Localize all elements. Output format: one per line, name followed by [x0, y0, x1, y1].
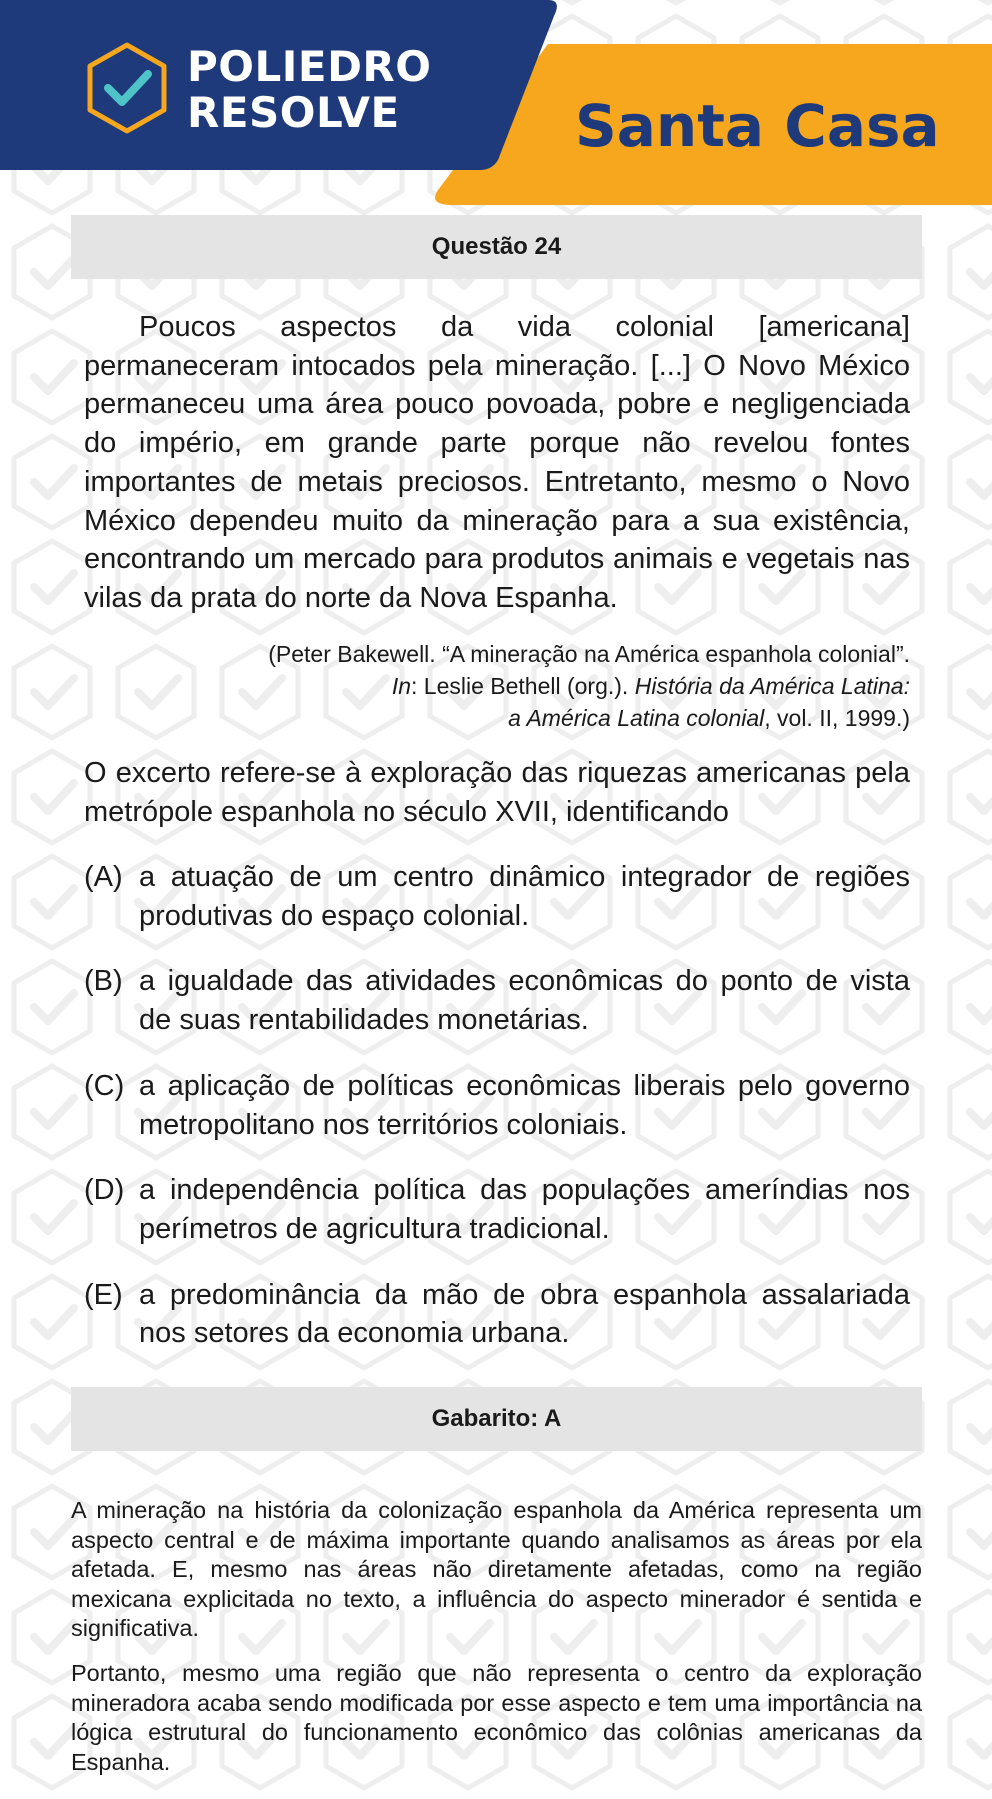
brand-logo-text: [187, 44, 431, 136]
passage-body: Poucos aspectos da vida colonial [americana] permaneceram intocados pela mineração. [...] O Novo México permaneceu uma área pouco povoada, pobre e negligenciada do império, em grande parte porque não revelou fontes importantes de metais preciosos. Entretanto, mesmo o Novo México dependeu muito da mineração para a sua existência, encontrando um mercado para produtos animais e vegetais nas vilas da prata do norte da Nova Espanha.: [84, 311, 910, 614]
option-text: a igualdade das atividades econômicas do ponto de vista de suas rentabilidades monetárias.: [139, 965, 910, 1037]
option-letter: (C): [84, 1069, 125, 1102]
option-text: a atuação de um centro dinâmico integrador de regiões produtivas do espaço colonial.: [139, 861, 910, 932]
explanation-paragraph-1: A mineração na história da colonização espanhola da América representa um aspecto central e de máxima importante quando analisamos as áreas por ela afetada. E, mesmo nas áreas não diretamente afetadas, como na região mexicana explicitada no texto, a influência do aspecto minerador é sentida e significativa.: [71, 1497, 922, 1642]
option-letter: (B): [84, 965, 123, 998]
question-title-bar: [71, 215, 922, 279]
answer-key-bar: [71, 1387, 922, 1451]
citation-book-subtitle: a América Latina colonial: [508, 705, 765, 731]
option-text: a independência política das populações ameríndias nos perímetros de agricultura tradicional.: [139, 1174, 910, 1245]
option-d[interactable]: [84, 1171, 910, 1248]
citation-editor: : Leslie Bethell (org.).: [411, 673, 635, 699]
option-letter: (E): [84, 1278, 123, 1311]
option-e[interactable]: [84, 1276, 910, 1353]
header-banner: [0, 0, 992, 210]
check-hexagon-icon: [82, 40, 172, 136]
explanation-paragraph-2: Portanto, mesmo uma região que não representa o centro da exploração mineradora acaba sendo modificada por esse aspecto e tem uma importância na lógica estrutural do funcionamento econômico das colônias americanas da Espanha.: [71, 1660, 922, 1775]
brand-line-2: RESOLVE: [187, 88, 400, 137]
exam-title: Santa Casa: [575, 92, 940, 160]
option-a[interactable]: [84, 858, 910, 935]
brand-line-1: POLIEDRO: [187, 42, 432, 91]
citation-book-title: História da América Latina:: [634, 673, 910, 699]
passage-text: [84, 308, 910, 618]
option-c[interactable]: [84, 1067, 910, 1144]
answer-key: Gabarito: A: [431, 1405, 562, 1432]
citation-volume: , vol. II, 1999.): [764, 705, 910, 731]
option-letter: (D): [84, 1174, 125, 1207]
citation-line-2: [210, 670, 910, 702]
option-text: a predominância da mão de obra espanhola assalariada nos setores da economia urbana.: [139, 1278, 910, 1350]
option-text: a aplicação de políticas econômicas liberais pelo governo metropolitano nos territórios coloniais.: [139, 1069, 910, 1141]
citation-in: In: [391, 673, 411, 699]
answer-options: [84, 858, 910, 1380]
citation-line-3: [210, 702, 910, 734]
option-letter: (A): [84, 861, 123, 893]
question-stem: O excerto refere-se à exploração das riquezas americanas pela metrópole espanhola no século XVII, identificando: [84, 757, 910, 828]
citation-line-1: (Peter Bakewell. “A mineração na América espanhola colonial”.: [268, 641, 910, 667]
citation: [210, 638, 910, 734]
option-b[interactable]: [84, 962, 910, 1039]
question-title: Questão 24: [431, 233, 562, 260]
